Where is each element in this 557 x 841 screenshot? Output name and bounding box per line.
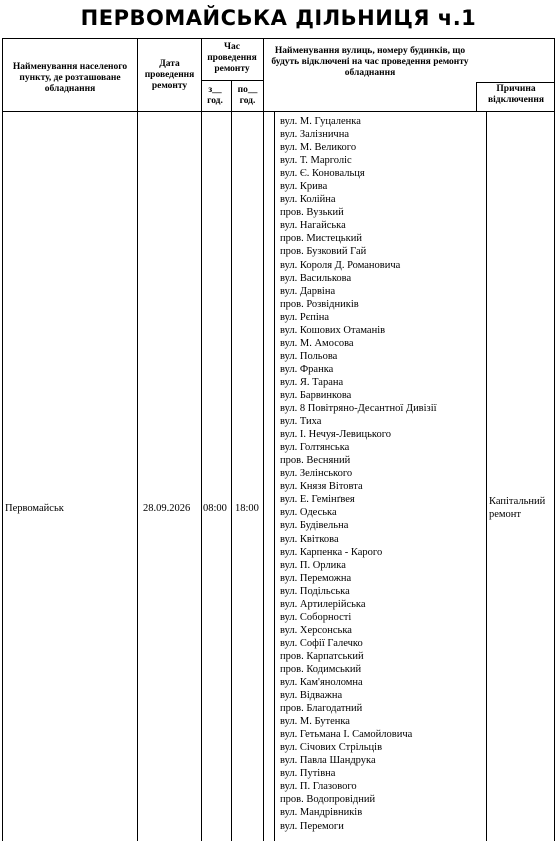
- street-item: пров. Кодимський: [280, 663, 362, 675]
- street-item: вул. Нагайська: [280, 220, 346, 232]
- col-border-7: [486, 111, 487, 841]
- street-item: вул. 8 Повітряно-Десантної Дивізії: [280, 403, 437, 415]
- street-item: вул. Софії Галечко: [280, 637, 363, 649]
- col-border-3: [231, 80, 232, 841]
- street-item: вул. Колійна: [280, 194, 336, 206]
- header-time-to: по__ год.: [237, 85, 258, 106]
- col-border-1: [137, 38, 138, 841]
- reason-subheader-border: [476, 82, 555, 83]
- street-item: пров. Весняний: [280, 455, 351, 467]
- col-border-8: [554, 38, 555, 841]
- street-list: [280, 115, 437, 833]
- header-time-from: з__ год.: [207, 85, 223, 106]
- header-bottom-border: [2, 111, 555, 112]
- street-item: вул. М. Амосова: [280, 337, 354, 349]
- header-date: Дата проведення ремонту: [144, 59, 195, 91]
- street-item: вул. Є. Коновальця: [280, 168, 365, 180]
- street-item: вул. Переможна: [280, 572, 352, 584]
- street-item: вул. Будівельна: [280, 520, 349, 532]
- street-item: вул. Голтянська: [280, 442, 350, 454]
- street-item: пров. Благодатний: [280, 703, 363, 715]
- street-item: вул. Тиха: [280, 416, 322, 428]
- street-item: вул. Гетьмана І. Самойловича: [280, 729, 413, 741]
- street-item: вул. І. Нечуя-Левицького: [280, 429, 392, 441]
- header-settlement: Найменування населеного пункту, де розташоване обладнання: [12, 62, 128, 94]
- street-item: вул. М. Гуцаленка: [280, 116, 361, 127]
- street-item: вул. Соборності: [280, 611, 352, 623]
- street-item: вул. Карпенка - Карого: [280, 546, 383, 558]
- street-item: вул. М. Великого: [280, 142, 357, 154]
- street-item: вул. Херсонська: [280, 624, 352, 636]
- time-subheader-border: [201, 80, 263, 81]
- street-item: вул. Польова: [280, 350, 338, 362]
- street-item: вул. Короля Д. Романовича: [280, 259, 401, 271]
- page-title: ПЕРВОМАЙСЬКА ДІЛЬНИЦЯ ч.1: [80, 6, 477, 30]
- street-item: вул. Дарвіна: [280, 285, 336, 297]
- street-item: пров. Водопровідний: [280, 794, 376, 806]
- street-item: вул. Зелінського: [280, 468, 353, 480]
- cell-date: 28.09.2026: [143, 503, 191, 514]
- street-item: вул. Крива: [280, 181, 328, 193]
- street-item: вул. Путівна: [280, 768, 336, 780]
- col-border-4: [263, 38, 264, 841]
- street-item: пров. Карпатський: [280, 650, 364, 662]
- header-reason: Причина відключення: [488, 84, 544, 105]
- street-item: вул. Артилерійська: [280, 598, 366, 610]
- street-item: вул. Павла Шандрука: [280, 755, 376, 767]
- street-item: пров. Бузковий Гай: [280, 246, 367, 258]
- street-item: вул. Мандрівників: [280, 807, 363, 819]
- col-border-5: [274, 111, 275, 841]
- street-item: вул. Франка: [280, 363, 334, 375]
- street-item: вул. Василькова: [280, 272, 352, 284]
- street-item: вул. Кошових Отаманів: [280, 324, 386, 336]
- cell-settlement: Первомайськ: [5, 503, 64, 514]
- col-border-0: [2, 38, 3, 841]
- cell-time-from: 08:00: [203, 503, 227, 514]
- street-item: пров. Вузький: [280, 207, 344, 219]
- street-item: вул. Е. Гемінґвея: [280, 494, 355, 506]
- col-border-2: [201, 38, 202, 841]
- street-item: вул. Січових Стрільців: [280, 742, 383, 754]
- street-item: вул. Перемоги: [280, 820, 344, 832]
- header-time: Час проведення ремонту: [207, 42, 257, 74]
- cell-time-to: 18:00: [235, 503, 259, 514]
- street-item: пров. Мистецький: [280, 233, 362, 245]
- street-item: вул. П. Орлика: [280, 559, 346, 571]
- cell-reason: Капітальний ремонт: [489, 496, 546, 520]
- street-item: вул. Князя Вітовта: [280, 481, 363, 493]
- street-item: вул. Подільська: [280, 585, 350, 597]
- street-item: вул. Я. Тарана: [280, 376, 344, 388]
- street-item: вул. Залізнична: [280, 129, 349, 141]
- street-item: вул. Відважна: [280, 690, 343, 702]
- street-item: пров. Розвідників: [280, 298, 359, 310]
- header-streets: Найменування вулиць, номеру будинків, що будуть відключені на час проведення ремонту обладнання: [271, 46, 469, 78]
- street-item: вул. М. Бутенка: [280, 716, 350, 728]
- street-item: вул. Рєпіна: [280, 311, 330, 323]
- col-border-6: [476, 82, 477, 111]
- table-top-border: [2, 38, 555, 39]
- street-item: вул. П. Глазового: [280, 781, 357, 793]
- street-item: вул. Квіткова: [280, 533, 339, 545]
- street-item: вул. Одеська: [280, 507, 337, 519]
- street-item: вул. Барвинкова: [280, 389, 352, 401]
- street-item: вул. Кам'яноломна: [280, 677, 363, 689]
- street-item: вул. Т. Марголіс: [280, 155, 352, 167]
